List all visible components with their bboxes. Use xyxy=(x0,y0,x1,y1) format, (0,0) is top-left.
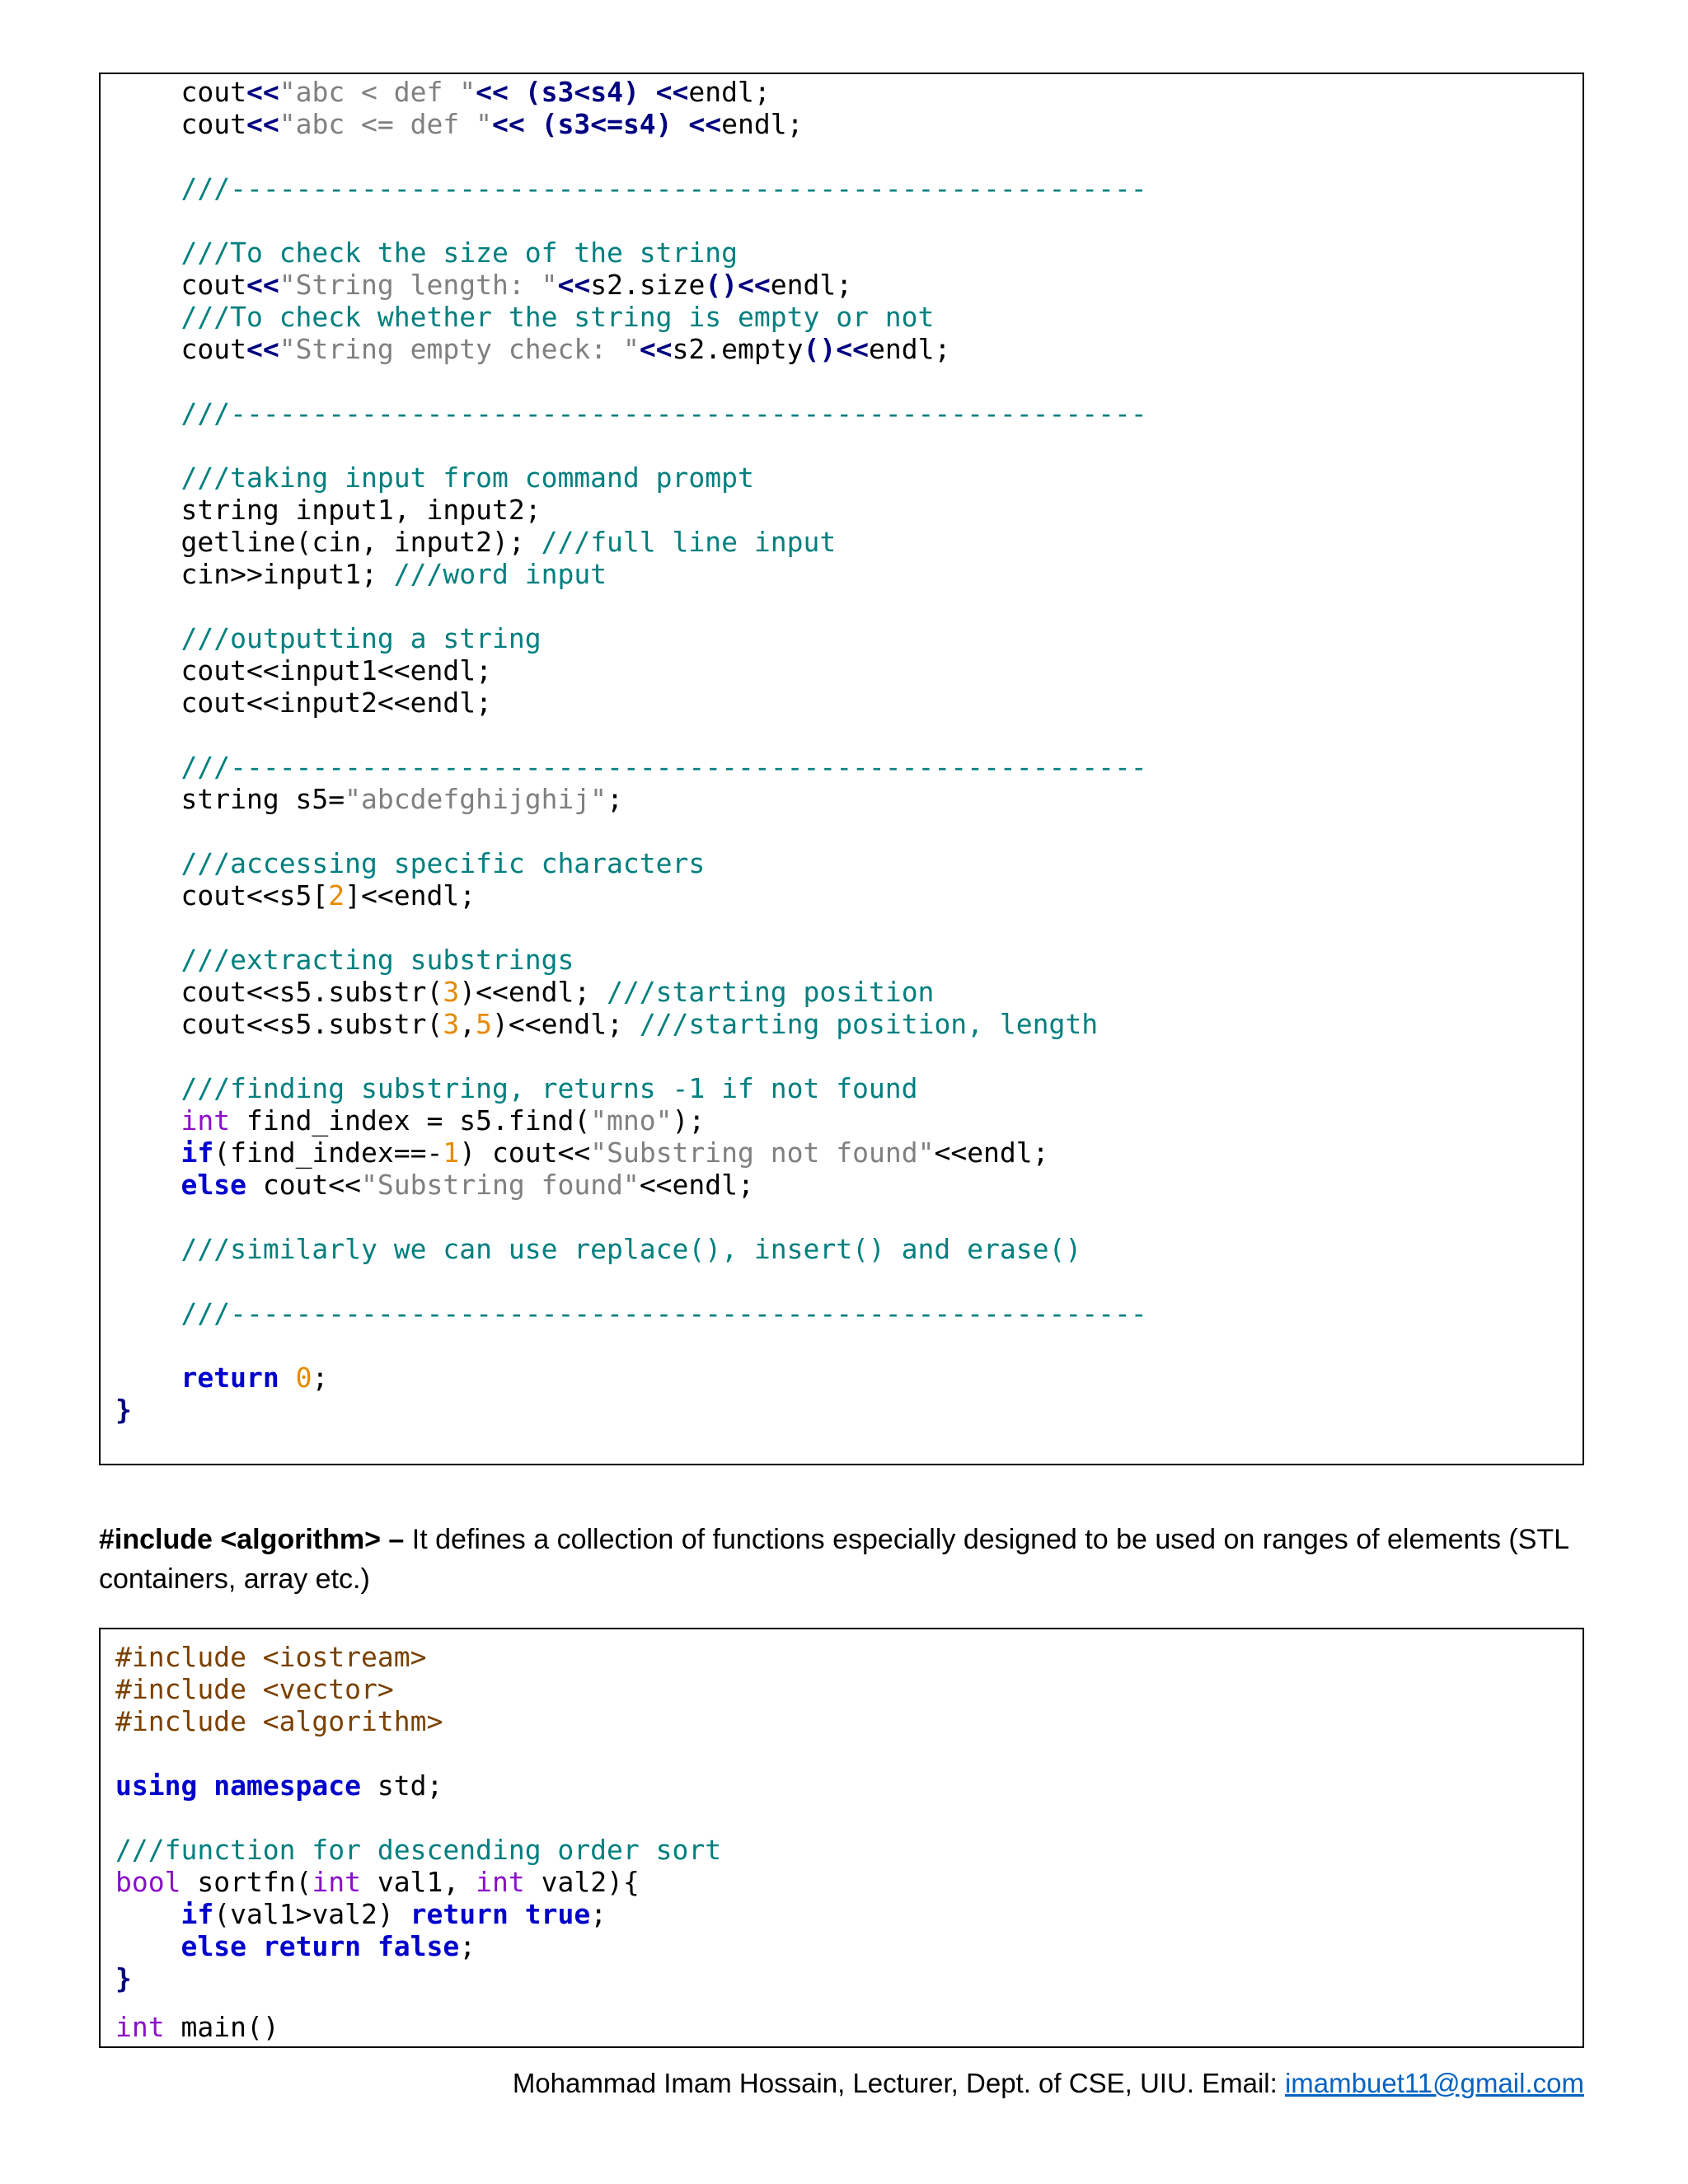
code-comment: ///similarly we can use replace(), insert() and erase() xyxy=(181,1233,1082,1265)
code-line: cout<<input1<<endl; xyxy=(181,654,492,687)
include-heading: #include <algorithm> – xyxy=(99,1524,405,1555)
code-line: else return false; xyxy=(181,1930,476,1962)
code-preprocessor: #include <algorithm> xyxy=(115,1705,443,1737)
code-line: using namespace std; xyxy=(115,1769,443,1802)
code-line: bool sortfn(int val1, int val2){ xyxy=(115,1866,640,1898)
code-comment: ///To check the size of the string xyxy=(181,237,738,269)
code-line: cout<<"abc <= def "<< (s3<=s4) <<endl; xyxy=(181,108,804,140)
code-line: getline(cin, input2); ///full line input xyxy=(181,526,837,558)
code-preprocessor: #include <vector> xyxy=(115,1673,394,1705)
code-separator: ///-------------------------------------------------------- xyxy=(181,397,1147,429)
page-footer xyxy=(513,2065,1584,2102)
description-text: It defines a collection of functions especially designed to be used on ranges of elements (STL containers, array etc.) xyxy=(99,1524,1568,1595)
code-line: return 0; xyxy=(181,1361,329,1394)
code-line: } xyxy=(115,1394,132,1426)
code-line: cout<<s5[2]<<endl; xyxy=(181,879,476,912)
code-comment: ///function for descending order sort xyxy=(115,1834,722,1866)
code-line: } xyxy=(115,1962,132,1994)
code-line: else cout<<"Substring found"<<endl; xyxy=(181,1169,754,1201)
code-separator: ///-------------------------------------------------------- xyxy=(181,1297,1147,1329)
code-comment: ///outputting a string xyxy=(181,622,542,654)
code-line: cout<<"String empty check: "<<s2.empty()<<endl; xyxy=(181,333,951,365)
code-line: string s5="abcdefghijghij"; xyxy=(181,783,623,815)
code-line: cout<<"abc < def "<< (s3<s4) <<endl; xyxy=(181,76,771,108)
footer-email-link[interactable]: imambuet11@gmail.com xyxy=(1284,2068,1584,2098)
code-line: if(val1>val2) return true; xyxy=(181,1898,607,1930)
code-comment: ///finding substring, returns -1 if not found xyxy=(181,1072,918,1104)
code-block-algorithm xyxy=(99,1628,1584,2048)
code-comment: ///To check whether the string is empty or not xyxy=(181,301,935,333)
algorithm-description xyxy=(99,1520,1599,1599)
code-line: string input1, input2; xyxy=(181,494,542,526)
code-line: if(find_index==-1) cout<<"Substring not found"<<endl; xyxy=(181,1137,1049,1169)
code-line: cout<<s5.substr(3,5)<<endl; ///starting position, length xyxy=(181,1008,1099,1040)
code-separator: ///-------------------------------------------------------- xyxy=(181,172,1147,204)
code-line: cin>>input1; ///word input xyxy=(181,558,607,590)
code-comment: ///extracting substrings xyxy=(181,944,574,976)
code-line: cout<<s5.substr(3)<<endl; ///starting position xyxy=(181,976,935,1008)
code-line: cout<<"String length: "<<s2.size()<<endl; xyxy=(181,269,853,301)
footer-author: Mohammad Imam Hossain, Lecturer, Dept. of CSE, UIU. Email: xyxy=(512,2068,1285,2098)
code-line: cout<<input2<<endl; xyxy=(181,687,492,719)
code-comment: ///accessing specific characters xyxy=(181,847,706,879)
code-separator: ///-------------------------------------------------------- xyxy=(181,751,1147,783)
code-preprocessor: #include <iostream> xyxy=(115,1641,427,1673)
code-line: int main() xyxy=(115,2011,279,2043)
code-comment: ///taking input from command prompt xyxy=(181,462,754,494)
code-line: int find_index = s5.find("mno"); xyxy=(181,1104,706,1137)
code-block-string-ops xyxy=(99,73,1584,1465)
